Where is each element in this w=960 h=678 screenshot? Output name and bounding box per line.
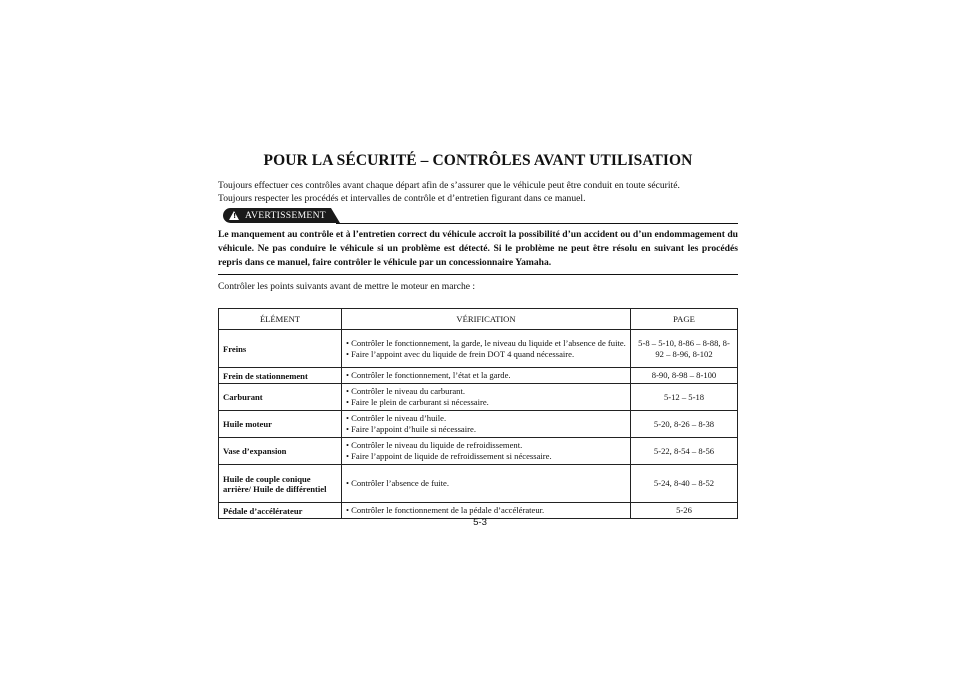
warning-rule (336, 223, 738, 224)
check-item: • Contrôler le niveau du carburant. (346, 386, 465, 396)
check-intro: Contrôler les points suivants avant de mettre le moteur en marche : (218, 281, 476, 292)
table-row (219, 384, 738, 411)
check-item: • Contrôler le niveau du liquide de refroidissement. (346, 440, 523, 450)
table-row (219, 330, 738, 368)
row-checks (342, 465, 631, 503)
row-element: Pédale d’accélérateur (219, 503, 342, 519)
row-page: 5-22, 8-54 – 8-56 (631, 438, 738, 465)
row-page: 5-24, 8-40 – 8-52 (631, 465, 738, 503)
page-number: 5-3 (473, 517, 487, 528)
check-item: • Faire l’appoint de liquide de refroidissement si nécessaire. (346, 451, 552, 461)
row-checks (342, 438, 631, 465)
intro-line-1: Toujours effectuer ces contrôles avant chaque départ afin de s’assurer que le véhicule peut être conduit en toute sécurité. (218, 180, 680, 191)
row-page: 8-90, 8-98 – 8-100 (631, 368, 738, 384)
row-page: 5-20, 8-26 – 8-38 (631, 411, 738, 438)
row-page: 5-12 – 5-18 (631, 384, 738, 411)
check-item: • Faire l’appoint d’huile si nécessaire. (346, 424, 476, 434)
row-element: Huile de couple conique arrière/ Huile de différentiel (219, 465, 342, 503)
row-element: Carburant (219, 384, 342, 411)
header-check: VÉRIFICATION (342, 309, 631, 330)
warning-exclamation-glyph: ! (233, 212, 237, 220)
table-row (219, 368, 738, 384)
warning-label: AVERTISSEMENT (245, 210, 326, 221)
check-item: • Faire l’appoint avec du liquide de frein DOT 4 quand nécessaire. (346, 348, 575, 359)
row-element: Huile moteur (219, 411, 342, 438)
warning-triangle-icon (229, 211, 239, 220)
check-item: • Contrôler le fonctionnement, la garde, le niveau du liquide et l’absence de fuite. (346, 337, 626, 348)
row-element: Freins (219, 330, 342, 368)
row-element: Vase d’expansion (219, 438, 342, 465)
warning-badge (223, 208, 331, 223)
header-page: PAGE (631, 309, 738, 330)
check-item: • Faire le plein de carburant si nécessaire. (346, 397, 489, 407)
row-checks (342, 330, 631, 368)
table-row (219, 411, 738, 438)
row-checks (342, 368, 631, 384)
row-checks (342, 411, 631, 438)
warning-header (218, 208, 738, 225)
check-item: • Contrôler le fonctionnement, l’état et la garde. (346, 370, 511, 380)
row-page: 5-8 – 5-10, 8-86 – 8-88, 8-92 – 8-96, 8-102 (631, 330, 738, 368)
row-element: Frein de stationnement (219, 368, 342, 384)
table-row (219, 438, 738, 465)
intro-line-2: Toujours respecter les procédés et intervalles de contrôle et d’entretien figurant dans ce manuel. (218, 193, 586, 204)
page-content (218, 152, 738, 292)
check-item: • Contrôler l’absence de fuite. (346, 478, 449, 488)
check-item: • Contrôler le fonctionnement de la pédale d’accélérateur. (346, 505, 545, 515)
table-header-row (219, 309, 738, 330)
check-item: • Contrôler le niveau d’huile. (346, 413, 447, 423)
table-row (219, 465, 738, 503)
page-title: POUR LA SÉCURITÉ – CONTRÔLES AVANT UTILISATION (263, 152, 693, 169)
row-page: 5-26 (631, 503, 738, 519)
warning-text: Le manquement au contrôle et à l’entretien correct du véhicule accroît la possibilité d’un accident ou d’un endommagement du véhicule. Ne pas conduire le véhicule si un problème est détecté. Si le problème ne peut être résolu en suivant les procédés repris dans ce manuel, faire contrôler le véhicule par un concessionnaire Yamaha. (218, 228, 738, 275)
pre-operation-check-table (218, 308, 738, 519)
row-checks (342, 384, 631, 411)
header-element: ÉLÉMENT (219, 309, 342, 330)
